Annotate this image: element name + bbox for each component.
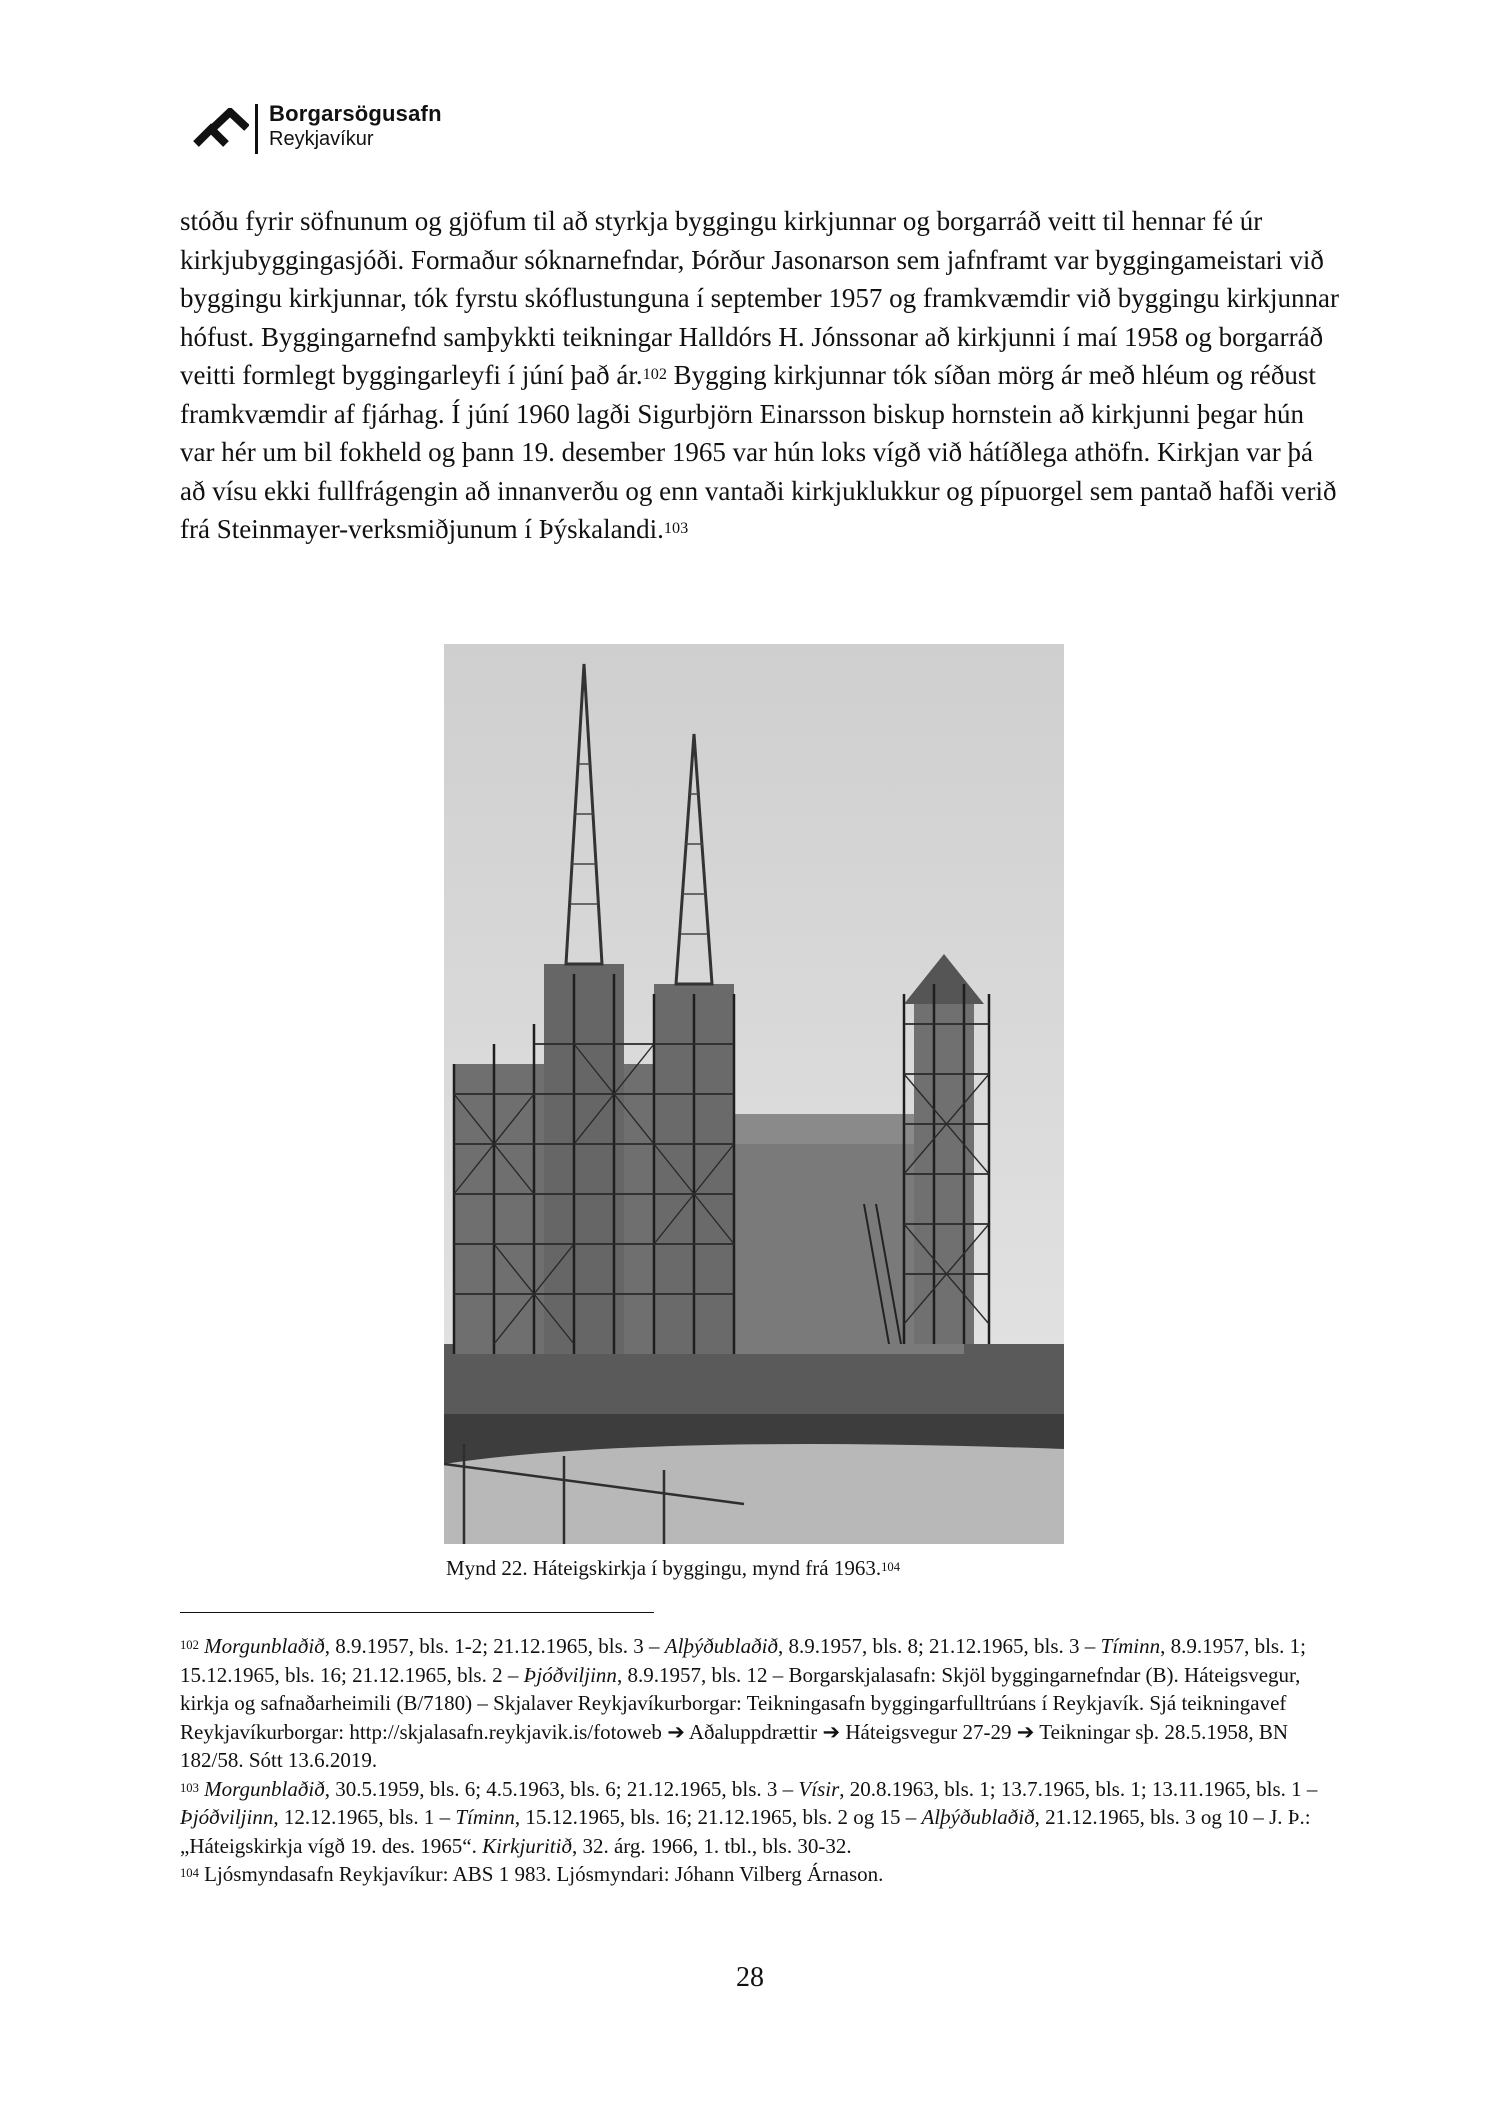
figure-caption-text: Mynd 22. Háteigskirkja í byggingu, mynd frá 1963. (446, 1556, 882, 1580)
body-text-part-2: Bygging kirkjunnar tók síðan mörg ár með hléum og réðust framkvæmdir af fjárhag. Í júní 1960 lagði Sigurbjörn Einarsson biskup hornstein að kirkjunni þegar hún var hér um bil fokheld og þann 19. desember 1965 var hún loks vígð við hátíðlega athöfn. Kirkjan var þá að vísu ekki fullfrágengin að innanverðu og enn vantaði kirkjuklukkur og pípuorgel sem pantað hafði verið frá Steinmayer-verksmiðjunum í Þýskalandi. (180, 360, 1337, 544)
logo-name: Borgarsögusafn (269, 101, 442, 126)
footnote-number: 102 (180, 1638, 199, 1653)
footnote-ref-102[interactable]: 102 (642, 365, 667, 384)
footnote-text: , 30.5.1959, bls. 6; 4.5.1963, bls. 6; 21.12.1965, bls. 3 – (324, 1776, 799, 1801)
arrow-right-icon: ➔ (667, 1719, 685, 1744)
footnote-ref-104[interactable]: 104 (881, 1560, 901, 1575)
source-title: Alþýðublaðið (921, 1805, 1035, 1829)
footnote-number: 103 (180, 1780, 199, 1795)
footnote-text: , 8.9.1957, bls. 12 – Borgarskjalasafn: Skjöl byggingarnefndar (B). Háteigsvegur, kirkja og safnaðarheimili (B/7180) – Skjalaver Reykjavíkurborgar: Teikningasafn byggingarfulltrúans í Reykjavík. Sjá teikningavef Reykjavíkurborgar: http://skjalasafn.reykjavik.is/fotoweb (180, 1662, 1301, 1744)
body-paragraph (180, 202, 1340, 549)
footnote-text: , 8.9.1957, bls. 8; 21.12.1965, bls. 3 – (777, 1634, 1101, 1658)
page-number: 28 (736, 1962, 764, 1993)
source-title: Vísir (798, 1776, 840, 1801)
arrow-right-icon: ➔ (1016, 1719, 1035, 1744)
source-title: Tíminn (1100, 1634, 1161, 1658)
footnote-text: , 32. árg. 1966, 1. tbl., bls. 30-32. (571, 1833, 852, 1858)
header-logo (193, 101, 493, 154)
borgarsogusafn-logo-icon (193, 108, 249, 150)
body-text-part-1: stóðu fyrir söfnunum og gjöfum til að styrkja byggingu kirkjunnar og borgarráð veitt til hennar fé úr kirkjubyggingasjóði. Formaður sóknarnefndar, Þórður Jasonarson sem jafnframt var byggingameistari við byggingu kirkjunnar, tók fyrstu skóflustunguna í september 1957 og framkvæmdir við byggingu kirkjunnar hófust. Byggingarnefnd samþykkti teikningar Halldórs H. Jónssonar að kirkjunni í maí 1958 og borgarráð veitti formlegt byggingarleyfi í júní það ár. (180, 206, 1340, 390)
source-title: Morgunblaðið (204, 1776, 325, 1801)
figure-caption (446, 1556, 900, 1581)
footnotes (180, 1632, 1340, 1889)
source-title: Kirkjuritið (482, 1833, 572, 1858)
logo-subtitle: Reykjavíkur (269, 128, 374, 150)
footnote-text: , 20.8.1963, bls. 1; 13.7.1965, bls. 1; 13.11.1965, bls. 1 – (839, 1776, 1318, 1801)
footnote-103 (180, 1775, 1340, 1861)
footnote-ref-103[interactable]: 103 (663, 519, 689, 538)
source-title: Alþýðublaðið (664, 1634, 778, 1658)
footnote-text: Teikningar sþ. 28.5.1958, BN 182/58. Sótt 13.6.2019. (180, 1719, 1289, 1772)
footnote-text: , 15.12.1965, bls. 16; 21.12.1965, bls. 2 og 15 – (514, 1805, 922, 1829)
source-title: Tíminn (455, 1805, 515, 1829)
church-construction-photo (444, 644, 1064, 1544)
logo-divider (255, 104, 258, 154)
source-title: Þjóðviljinn (523, 1662, 617, 1687)
footnote-number: 104 (180, 1866, 199, 1881)
footnote-text: Ljósmyndasafn Reykjavíkur: ABS 1 983. Ljósmyndari: Jóhann Vilberg Árnason. (198, 1862, 884, 1886)
footnote-102 (180, 1632, 1340, 1775)
arrow-right-icon: ➔ (822, 1719, 841, 1744)
footnote-text: Aðaluppdrættir (684, 1719, 823, 1744)
footnote-text: , 21.12.1965, bls. 3 og 10 – J. Þ.: „Háteigskirkja vígð 19. des. 1965“. (180, 1805, 1311, 1858)
footnote-text: Háteigsvegur 27-29 (840, 1719, 1017, 1744)
footnote-text: , 8.9.1957, bls. 1; 15.12.1965, bls. 16; 21.12.1965, bls. 2 – (180, 1634, 1306, 1687)
footnote-text: , 12.12.1965, bls. 1 – (273, 1805, 456, 1829)
source-title: Morgunblaðið (204, 1634, 325, 1658)
footnote-text: , 8.9.1957, bls. 1-2; 21.12.1965, bls. 3 – (324, 1634, 665, 1658)
footnote-separator (180, 1612, 654, 1613)
source-title: Þjóðviljinn (180, 1805, 274, 1829)
footnote-104 (180, 1860, 1340, 1889)
